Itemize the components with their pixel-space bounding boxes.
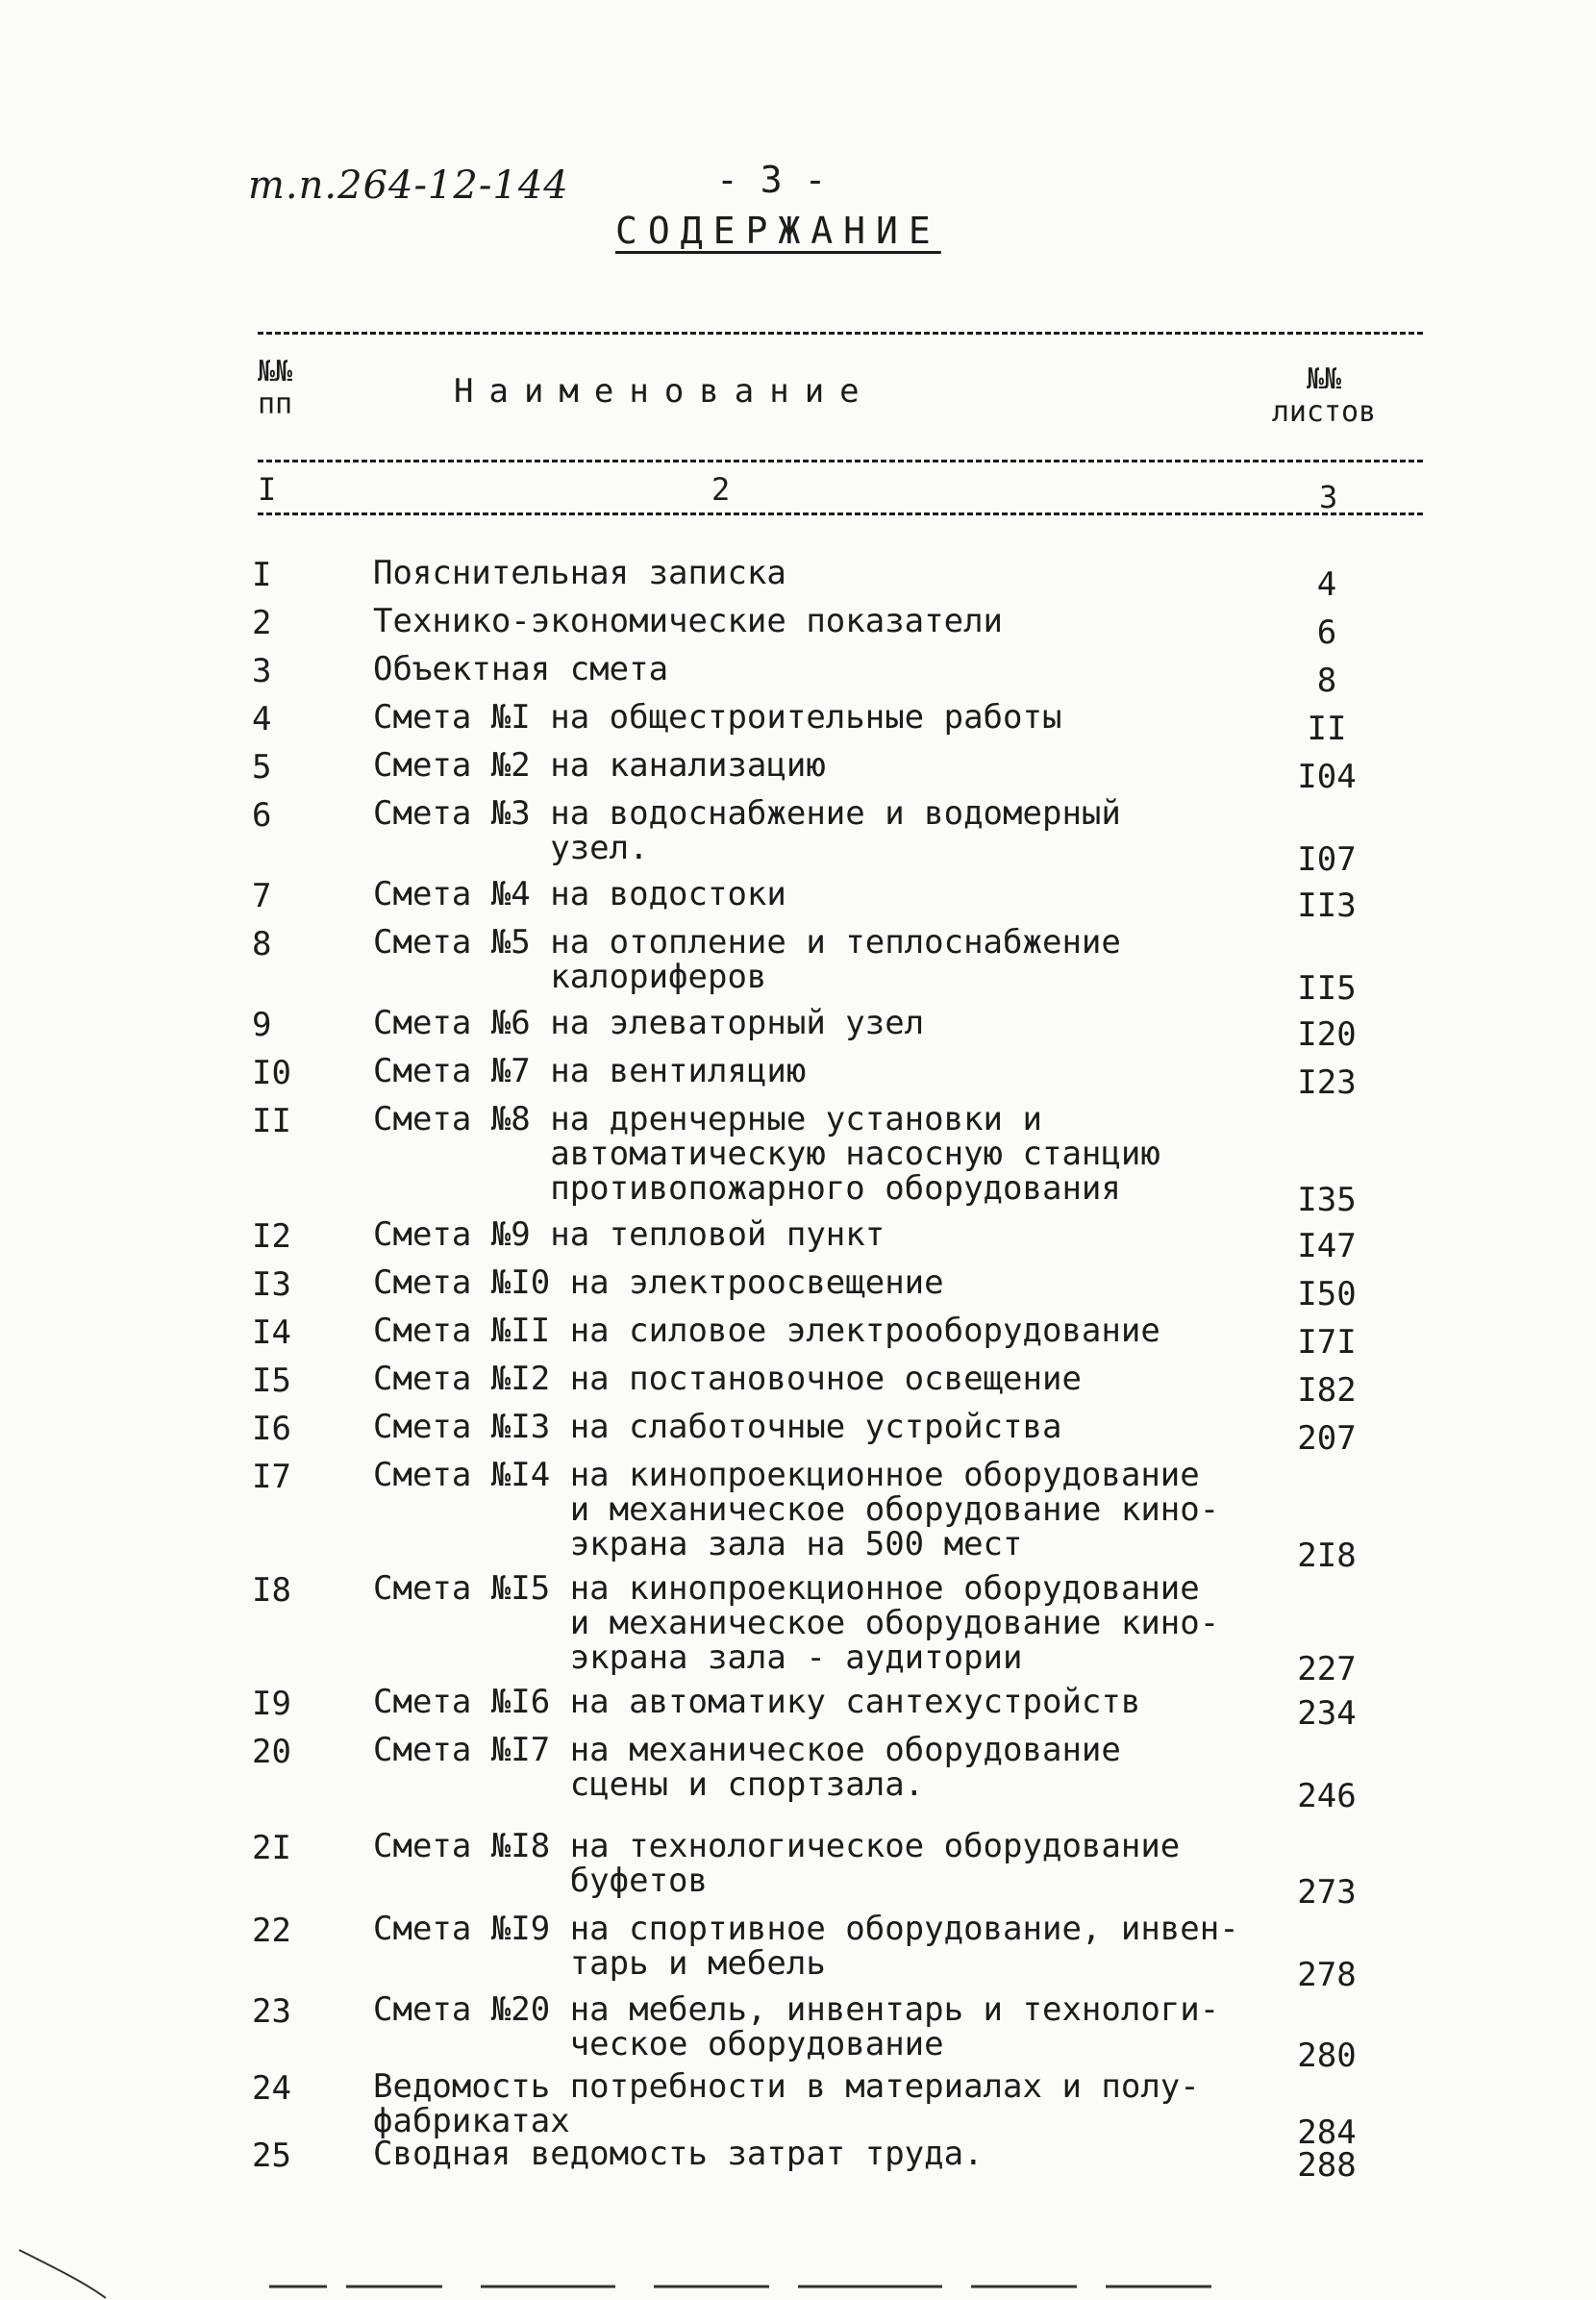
row-number: I9 [252,1685,291,1723]
row-title [373,748,826,783]
row-sheet-number: I07 [1297,840,1357,879]
col-number-3: 3 [1319,479,1338,515]
row-title-line: Смета №I на общестроительные работы [373,698,1062,737]
row-number: II [252,1102,291,1140]
row-number: I6 [252,1410,291,1448]
row-number: 7 [252,877,272,915]
row-sheet-number: 4 [1316,565,1337,604]
row-title [373,1054,806,1088]
row-title-line: экрана зала - аудитории [373,1638,1023,1677]
row-title-line: Смета №I5 на кинопроекционное оборудование [373,1569,1200,1608]
row-title [373,1006,924,1040]
row-sheet-number: 246 [1297,1777,1357,1815]
row-title [373,1410,1061,1444]
row-title-line: Смета №II на силовое электрооборудование [373,1312,1160,1350]
row-number: I2 [252,1217,291,1256]
row-sheet-number: I47 [1297,1227,1357,1265]
col-num-header [258,356,292,421]
row-sheet-number: I35 [1297,1181,1357,1219]
row-sheet-number: I7I [1297,1323,1357,1362]
row-number: 2I [252,1829,291,1867]
col-num-label-2: пп [258,388,293,421]
bottom-scan-marks [0,2240,1596,2300]
row-title-line: Пояснительная записка [373,554,786,592]
row-sheet-number: 284 [1297,2113,1357,2152]
row-sheet-number: I50 [1297,1275,1357,1313]
row-title-line: Смета №I4 на кинопроекционное оборудование [373,1456,1200,1494]
row-title-line: Смета №3 на водоснабжение и водомерный [373,794,1121,833]
row-number: 23 [252,1992,291,2031]
row-title-line: Смета №8 на дренчерные установки и [373,1100,1042,1138]
col-sheets-header [1261,363,1386,429]
row-number: 22 [252,1912,291,1950]
row-number: 2 [252,604,272,642]
row-title-line: Смета №7 на вентиляцию [373,1052,807,1090]
row-title-line: Смета №I9 на спортивное оборудование, инвен- [373,1910,1239,1948]
row-title [373,1362,1082,1396]
row-sheet-number: II5 [1297,969,1357,1008]
row-title [373,556,786,590]
row-sheet-number: 280 [1297,2037,1357,2075]
col-number-1: I [258,471,277,508]
row-title-line: Смета №I0 на электроосвещение [373,1263,944,1302]
row-number: I0 [252,1054,291,1092]
col-sheets-label-1: №№ [1306,362,1342,396]
row-sheet-number: 2I8 [1297,1537,1357,1575]
divider-colnums [258,512,1423,515]
row-title [373,2137,984,2171]
row-title [373,604,1003,638]
row-title-line: экрана зала на 500 мест [373,1525,1023,1563]
row-title-line: автоматическую насосную станцию [373,1135,1160,1173]
row-title-line: Смета №I7 на механическое оборудование [373,1731,1121,1769]
row-title [373,1912,1239,1981]
row-sheet-number: 288 [1297,2146,1357,2185]
row-number: 20 [252,1733,291,1771]
row-title-line: тарь и мебель [373,1944,826,1983]
row-title [373,1217,885,1252]
page-number: - 3 - [716,159,827,201]
row-title [373,1733,1121,1802]
row-title-line: Объектная смета [373,650,669,688]
row-title-line: Смета №I2 на постановочное освещение [373,1360,1082,1398]
row-number: 4 [252,700,272,738]
row-title-line: сцены и спортзала. [373,1765,925,1804]
row-title-line: Смета №4 на водостоки [373,875,786,913]
row-title-line: калориферов [373,958,767,996]
row-sheet-number: 227 [1297,1650,1357,1688]
row-title [373,925,1121,994]
row-title-line: Смета №5 на отопление и теплоснабжение [373,923,1121,962]
row-title-line: противопожарного оборудования [373,1169,1121,1208]
divider-top [258,332,1423,335]
row-sheet-number: I82 [1297,1371,1357,1410]
row-title-line: буфетов [373,1862,708,1900]
row-title [373,1265,944,1300]
row-title-line: ческое оборудование [373,2025,944,2063]
row-title [373,1102,1160,1206]
row-sheet-number: II [1307,710,1347,748]
row-title-line: Технико-экономические показатели [373,602,1004,640]
row-number: I7 [252,1458,291,1496]
row-sheet-number: I23 [1297,1063,1357,1102]
row-title [373,1571,1219,1675]
row-title-line: Ведомость потребности в материалах и полу- [373,2067,1200,2106]
row-sheet-number: 278 [1297,1956,1357,1994]
row-sheet-number: 6 [1316,613,1337,652]
row-sheet-number: 207 [1297,1419,1357,1458]
row-title [373,1829,1180,1898]
row-title-line: узел. [373,829,649,867]
row-title [373,700,1061,735]
row-number: I5 [252,1362,291,1400]
row-title-line: Смета №2 на канализацию [373,746,826,785]
col-sheets-label-2: листов [1271,395,1377,429]
row-number: 6 [252,796,272,835]
row-title [373,796,1121,865]
col-num-label-1: №№ [258,355,293,388]
row-title-line: Смета №6 на элеваторный узел [373,1004,925,1042]
row-title-line: Смета №I3 на слаботочные устройства [373,1408,1062,1446]
row-number: I8 [252,1571,291,1610]
row-number: I4 [252,1313,291,1352]
row-title [373,652,668,687]
row-title-line: и механическое оборудование кино- [373,1490,1220,1529]
col-number-2: 2 [711,471,731,508]
row-number: 9 [252,1006,272,1044]
row-number: 5 [252,748,272,787]
doc-code: т.п.264-12-144 [248,163,569,208]
row-sheet-number: 234 [1297,1694,1357,1733]
row-title [373,1992,1219,2062]
row-sheet-number: II3 [1297,887,1357,925]
row-title [373,1313,1160,1348]
row-number: 25 [252,2137,291,2175]
row-number: I3 [252,1265,291,1304]
row-title-line: Сводная ведомость затрат труда. [373,2135,984,2173]
row-title-line: фабрикатах [373,2102,570,2140]
row-sheet-number: I04 [1297,758,1357,796]
row-title-line: Смета №9 на тепловой пункт [373,1215,885,1254]
row-title-line: и механическое оборудование кино- [373,1604,1220,1642]
row-title-line: Смета №I6 на автоматику сантехустройств [373,1683,1141,1721]
row-number: I [252,556,272,594]
row-title [373,1685,1140,1719]
row-title-line: Смета №I8 на технологическое оборудование [373,1827,1181,1865]
col-name-header: Наименование [454,372,875,411]
row-sheet-number: 8 [1316,662,1337,700]
row-title [373,877,786,912]
row-title [373,2069,1200,2138]
row-number: 24 [252,2069,291,2108]
row-number: 8 [252,925,272,963]
divider-header [258,460,1423,462]
row-title-line: Смета №20 на мебель, инвентарь и технологи- [373,1990,1220,2029]
row-sheet-number: 273 [1297,1873,1357,1912]
row-number: 3 [252,652,272,690]
row-title [373,1458,1219,1562]
row-sheet-number: I20 [1297,1015,1357,1054]
page-title: СОДЕРЖАНИЕ [615,210,941,252]
